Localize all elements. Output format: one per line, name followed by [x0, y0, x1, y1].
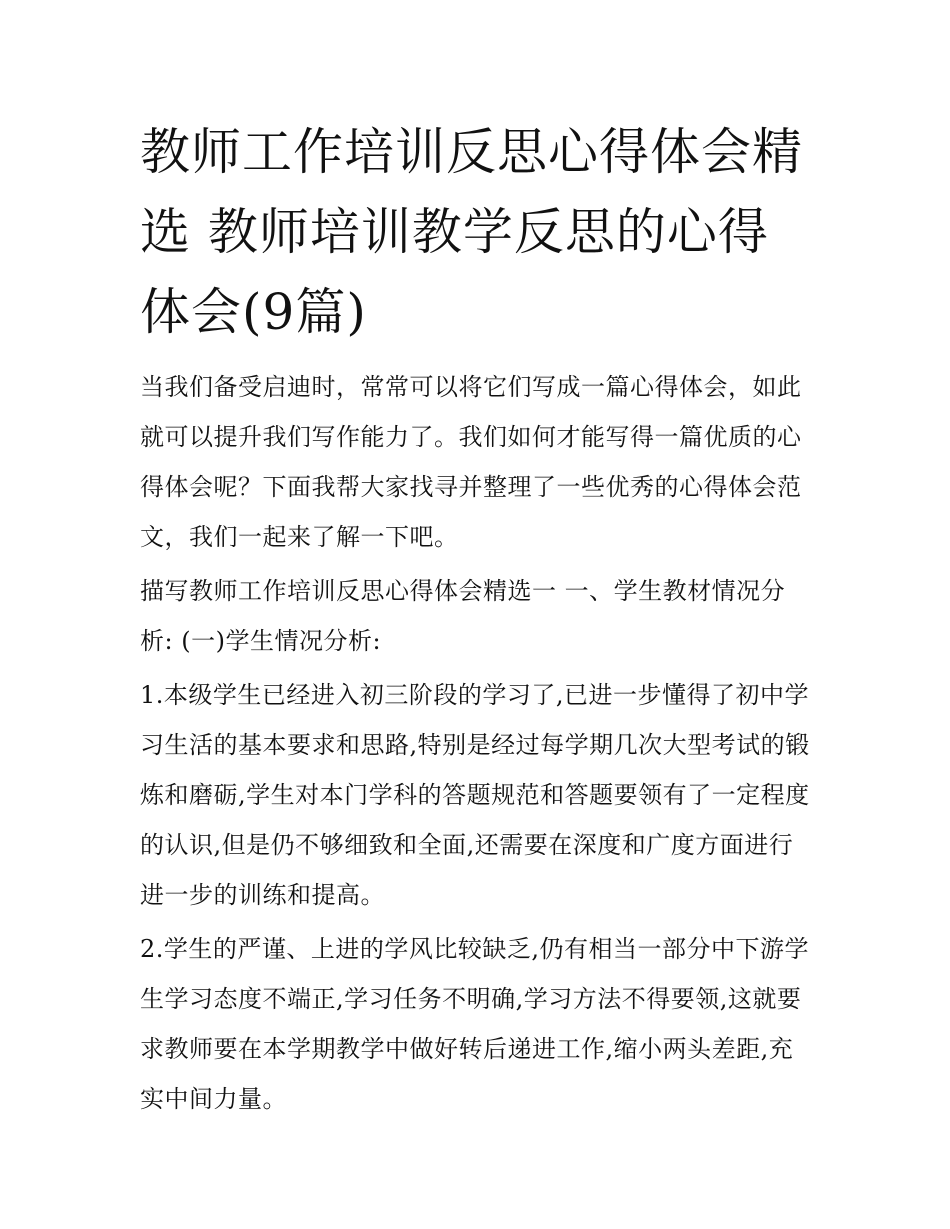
point-1-paragraph: 1.本级学生已经进入初三阶段的学习了,已进一步懂得了初中学习生活的基本要求和思路,特别是经过每学期几次大型考试的锻炼和磨砺,学生对本门学科的答题规范和答题要领有了一定程度的认识,但是仍不够细致和全面,还需要在深度和广度方面进行进一步的训练和提高。: [140, 681, 810, 909]
intro-paragraph: 当我们备受启迪时，常常可以将它们写成一篇心得体会，如此就可以提升我们写作能力了。我们如何才能写得一篇优质的心得体会呢？下面我帮大家找寻并整理了一些优秀的心得体会范文，我们一起来了解一下吧。: [140, 373, 802, 551]
document-page: [140, 112, 815, 1128]
point-2-paragraph: 2.学生的严谨、上进的学风比较缺乏,仍有相当一部分中下游学生学习态度不端正,学习任务不明确,学习方法不得要领,这就要求教师要在本学期教学中做好转后递进工作,缩小两头差距,充实中间力量。: [140, 935, 810, 1113]
section-heading-paragraph: 描写教师工作培训反思心得体会精选一 一、学生教材情况分析: (一)学生情况分析:: [140, 577, 786, 655]
document-title: 教师工作培训反思心得体会精选 教师培训教学反思的心得体会(9篇): [140, 123, 803, 341]
